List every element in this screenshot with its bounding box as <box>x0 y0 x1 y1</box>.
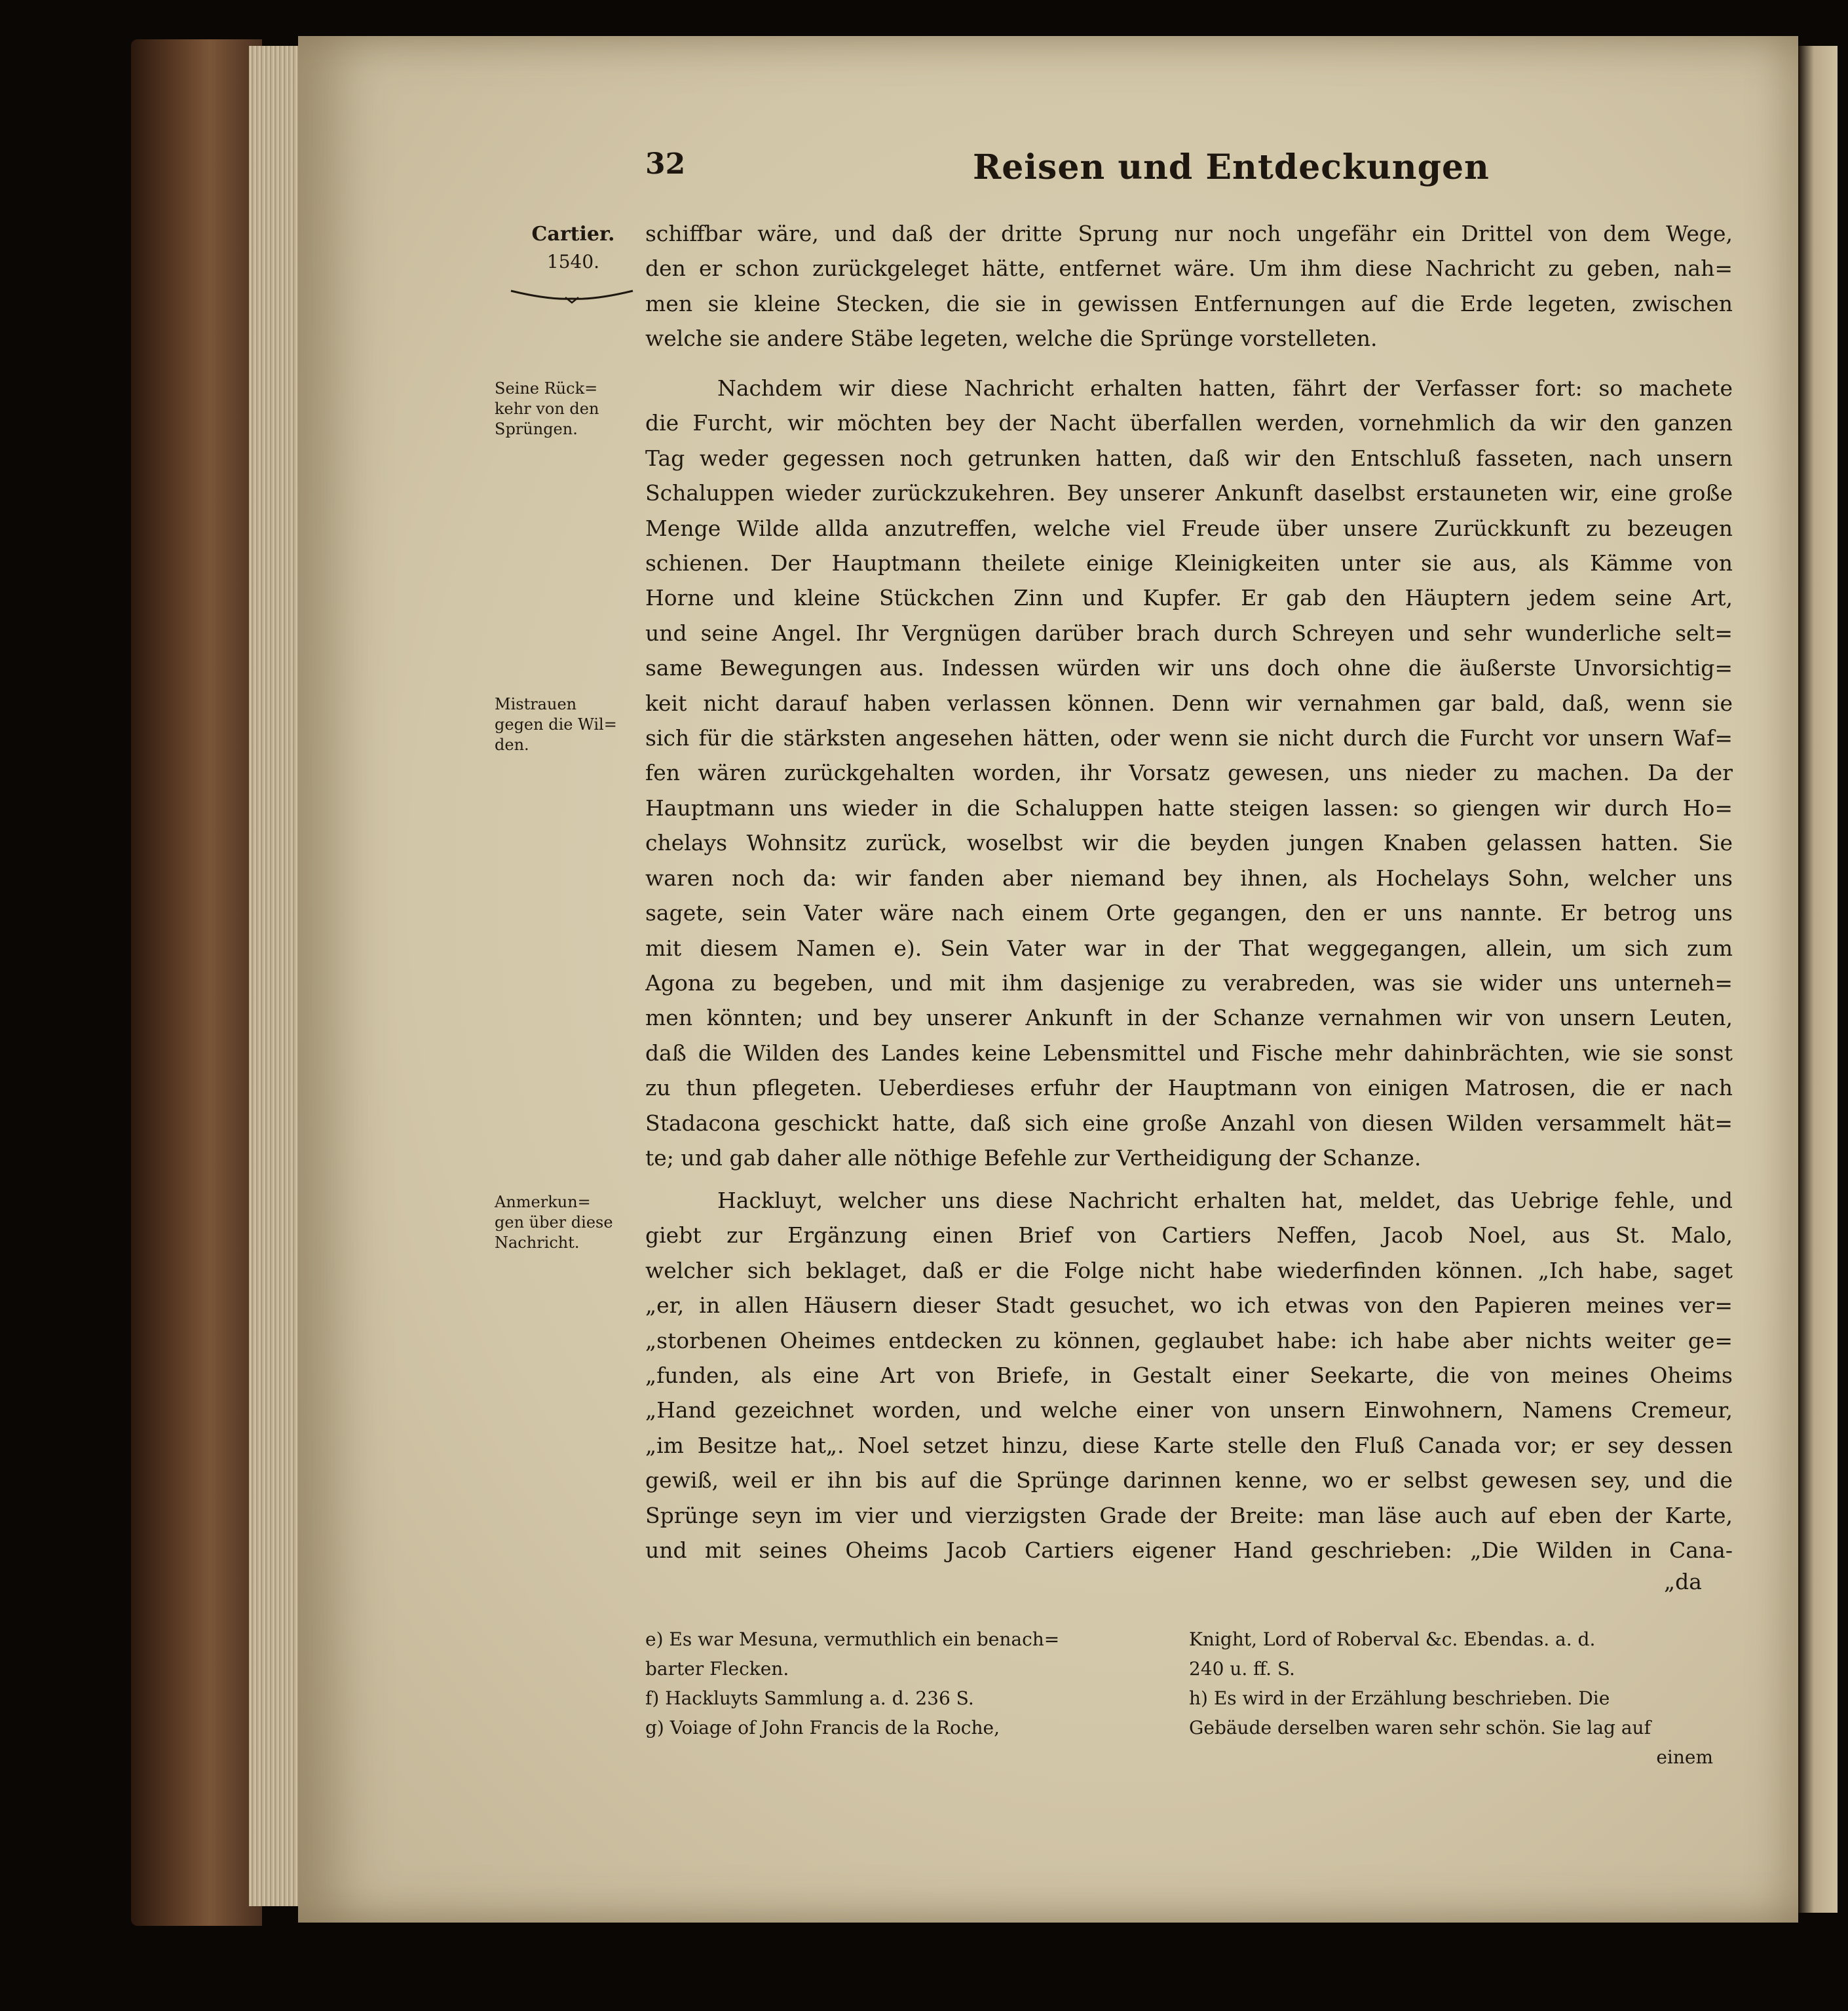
text-line: schiffbar wäre, und daß der dritte Sprung nur noch ungefähr ein Drittel von dem Wege, <box>645 221 1733 246</box>
footnote-line: h) Es wird in der Erzählung beschrieben. Die <box>1189 1687 1610 1709</box>
footnote-line: g) Voiage of John Francis de la Roche, <box>645 1717 1000 1738</box>
margin-note-line: gegen die Wil= <box>495 715 617 734</box>
text-line: Horne und kleine Stückchen Zinn und Kupfer. Er gab den Häuptern jedem seine Art, <box>645 585 1733 611</box>
sidenote-name: Cartier. <box>531 223 615 246</box>
text-line: zu thun pflegeten. Ueberdieses erfuhr der Hauptmann von einigen Matrosen, die er nach <box>645 1075 1733 1101</box>
margin-note-line: kehr von den <box>495 400 599 418</box>
footnote-line: e) Es war Mesuna, vermuthlich ein benach= <box>645 1628 1060 1650</box>
margin-note-return <box>495 379 645 440</box>
paragraph-1 <box>645 216 1733 356</box>
text-line: Nachdem wir diese Nachricht erhalten hatten, fährt der Verfasser fort: so machete <box>717 375 1733 401</box>
next-page-edge <box>1798 46 1838 1913</box>
text-line: chelays Wohnsitz zurück, woselbst wir die beyden jungen Knaben gelassen hatten. Sie <box>645 830 1733 856</box>
text-line: „funden, als eine Art von Briefe, in Gestalt einer Seekarte, die von meines Oheims <box>645 1363 1733 1389</box>
page-number: 32 <box>645 147 686 181</box>
text-line: „storbenen Oheimes entdecken zu können, geglaubet habe: ich habe aber nichts weiter ge= <box>645 1327 1733 1353</box>
text-line: „im Besitze hat„. Noel setzet hinzu, diese Karte stelle den Fluß Canada vor; er sey dessen <box>645 1432 1733 1458</box>
sidenote-year: 1540. <box>546 251 600 273</box>
text-line: men könnten; und bey unserer Ankunft in der Schanze vernahmen wir von unsern Leuten, <box>645 1005 1733 1031</box>
catchword: „da <box>1664 1569 1702 1594</box>
text-line: „Hand gezeichnet worden, und welche einer von unsern Einwohnern, Namens Cremeur, <box>645 1397 1733 1423</box>
footnotes-left-column <box>645 1625 1169 1742</box>
margin-note-line: Seine Rück= <box>495 379 598 398</box>
text-line: sich für die stärksten angesehen hätten, oder wenn sie nicht durch die Furcht vor unsern Waf= <box>645 725 1733 751</box>
text-line: Sprünge seyn im vier und vierzigsten Grade der Breite: man läse auch auf eben der Karte, <box>645 1502 1733 1528</box>
footnote-line: Knight, Lord of Roberval &c. Ebendas. a. d. <box>1189 1628 1596 1650</box>
text-line: gewiß, weil er ihn bis auf die Sprünge darinnen kenne, wo er selbst gewesen sey, und die <box>645 1467 1733 1494</box>
text-line: Tag weder gegessen noch getrunken hatten, daß wir den Entschluß fasseten, nach unsern <box>645 445 1733 471</box>
text-line: sagete, sein Vater wäre nach einem Orte gegangen, den er uns nannte. Er betrog uns <box>645 900 1733 926</box>
text-line: Schaluppen wieder zurückzukehren. Bey unserer Ankunft daselbst erstauneten wir, eine große <box>645 480 1733 506</box>
text-line: den er schon zurückgeleget hätte, entfernet wäre. Um ihm diese Nachricht zu geben, nah= <box>645 255 1733 282</box>
margin-note-remarks <box>495 1192 645 1253</box>
text-line: „er, in allen Häusern dieser Stadt gesuchet, wo ich etwas von den Papieren meines ver= <box>645 1292 1733 1319</box>
margin-note-line: den. <box>495 736 529 754</box>
margin-note-line: Sprüngen. <box>495 420 578 438</box>
footnote-line: f) Hackluyts Sammlung a. d. 236 S. <box>645 1687 974 1709</box>
text-line: waren noch da: wir fanden aber niemand bey ihnen, als Hochelays Sohn, welcher uns <box>645 865 1733 891</box>
margin-note-line: Anmerkun= <box>495 1193 591 1211</box>
text-line: schienen. Der Hauptmann theilete einige Kleinigkeiten unter sie aus, als Kämme von <box>645 550 1733 576</box>
text-line: same Bewegungen aus. Indessen würden wir uns doch ohne die äußerste Unvorsichtig= <box>645 655 1733 681</box>
footnotes-right-column <box>1189 1625 1713 1772</box>
footnote-line: einem <box>1656 1746 1713 1768</box>
text-line: men sie kleine Stecken, die sie in gewissen Entfernungen auf die Erde legeten, zwischen <box>645 290 1733 316</box>
text-line: te; und gab daher alle nöthige Befehle zur Vertheidigung der Schanze. <box>645 1144 1422 1171</box>
paragraph-2 <box>645 371 1733 1175</box>
book-cover-edge <box>131 39 262 1926</box>
text-line: Menge Wilde allda anzutreffen, welche viel Freude über unsere Zurückkunft zu bezeugen <box>645 515 1733 541</box>
text-line: keit nicht darauf haben verlassen können. Denn wir vernahmen gar bald, daß, wenn sie <box>645 690 1733 716</box>
footnote-line: 240 u. ff. S. <box>1189 1658 1295 1680</box>
running-title: Reisen und Entdeckungen <box>973 147 1490 187</box>
text-line: welche sie andere Stäbe legeten, welche die Sprünge vorstelleten. <box>645 326 1378 352</box>
text-line: welcher sich beklaget, daß er die Folge nicht habe wiederfinden können. „Ich habe, saget <box>645 1257 1733 1283</box>
text-line: daß die Wilden des Landes keine Lebensmittel und Fische mehr dahinbrächten, wie sie sonst <box>645 1040 1733 1066</box>
paragraph-3 <box>645 1183 1733 1568</box>
text-line: die Furcht, wir möchten bey der Nacht überfallen werden, vornehmlich da wir den ganzen <box>645 410 1733 436</box>
footnote-line: Gebäude derselben waren sehr schön. Sie lag auf <box>1189 1717 1651 1738</box>
text-line: fen wären zurückgehalten worden, ihr Vorsatz gewesen, uns nieder zu machen. Da der <box>645 760 1733 786</box>
margin-note-distrust <box>495 694 645 755</box>
text-line: Hauptmann uns wieder in die Schaluppen hatte steigen lassen: so giengen wir durch Ho= <box>645 795 1733 821</box>
ornament-rule <box>510 288 634 304</box>
page-header <box>645 147 1726 193</box>
text-line: giebt zur Ergänzung einen Brief von Cartiers Neffen, Jacob Noel, aus St. Malo, <box>645 1222 1733 1249</box>
show-through-ghost <box>498 521 629 543</box>
text-line: Agona zu begeben, und mit ihm dasjenige zu verabreden, was sie wider uns unterneh= <box>645 969 1733 996</box>
margin-note-line: Nachricht. <box>495 1233 580 1252</box>
text-line: mit diesem Namen e). Sein Vater war in der That weggegangen, allein, um sich zum <box>645 935 1733 961</box>
margin-note-line: Mistrauen <box>495 695 577 713</box>
footnote-line: barter Flecken. <box>645 1658 789 1680</box>
margin-note-line: gen über diese <box>495 1213 613 1231</box>
text-line: und mit seines Oheims Jacob Cartiers eigener Hand geschrieben: „Die Wilden in Cana- <box>645 1537 1733 1564</box>
text-line: und seine Angel. Ihr Vergnügen darüber brach durch Schreyen und sehr wunderliche selt= <box>645 620 1733 646</box>
text-line: Stadacona geschickt hatte, daß sich eine große Anzahl von diesen Wilden versammelt hät= <box>645 1110 1733 1136</box>
sidenote-author-year <box>508 220 639 275</box>
text-line: Hackluyt, welcher uns diese Nachricht erhalten hat, meldet, das Uebrige fehle, und <box>717 1188 1733 1213</box>
